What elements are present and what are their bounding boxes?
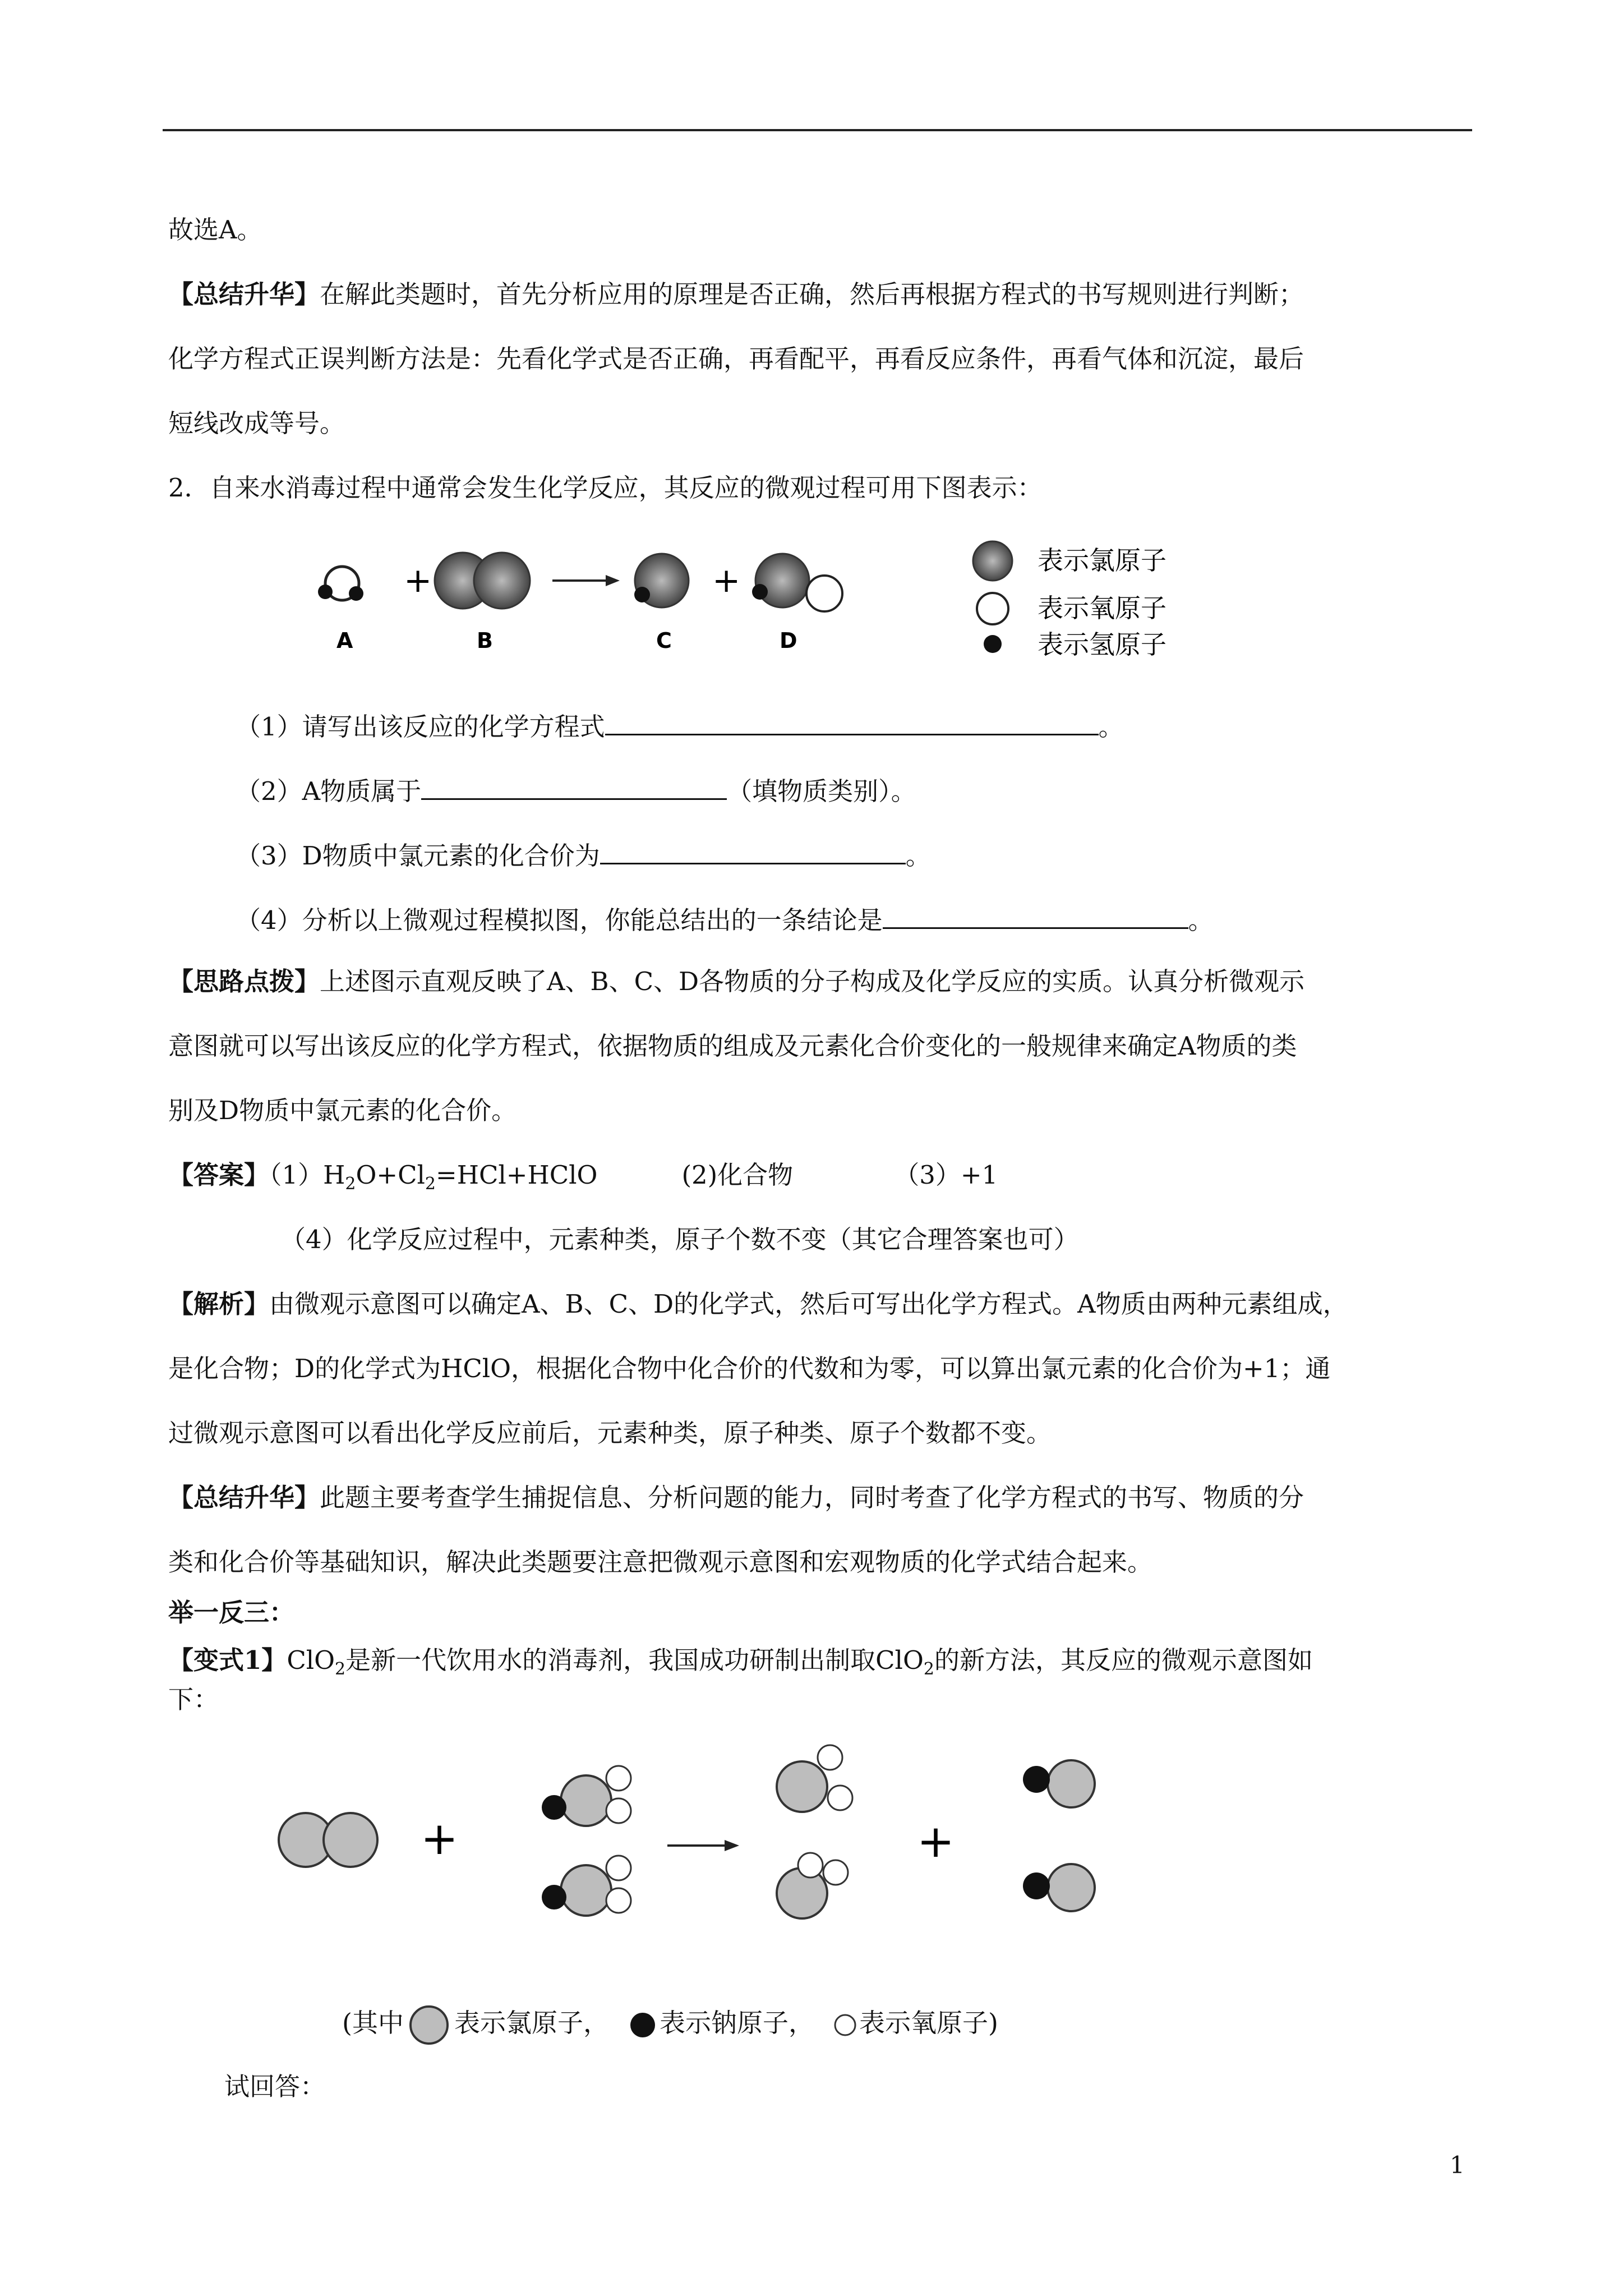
molecule-c: [634, 554, 689, 608]
analysis-label: 【解析】: [168, 1289, 270, 1319]
q2-sub1-period: 。: [1098, 712, 1124, 742]
hint-line2: 意图就可以写出该反应的化学方程式，依据物质的组成及元素化合价变化的一般规律来确定A物质的类: [168, 1031, 1297, 1061]
molecule-b: [435, 553, 530, 609]
q2-sub4-period: 。: [1188, 905, 1214, 935]
legend-h: 表示氢原子: [1038, 629, 1166, 660]
answer-4: （4）化学反应过程中，元素种类，原子个数不变（其它合理答案也可）: [280, 1225, 1079, 1254]
answer-blank-1[interactable]: [605, 707, 1099, 735]
practice-line1: 【变式1】ClO$_2$是新一代饮用水的消毒剂，我国成功研制出制取ClO$_2$的新方法，其反应的微观示意图如: [168, 1645, 1313, 1679]
summary2-line2: 类和化合价等基础知识，解决此类题要注意把微观示意图和宏观物质的化学式结合起来。: [168, 1547, 1153, 1577]
svg-text:+: +: [421, 1812, 459, 1865]
header-rule: [163, 129, 1472, 131]
na-atom-icon: [626, 2008, 660, 2042]
q2-sub3-text: （3）D物质中氯元素的化合价为: [236, 841, 600, 871]
answer-line: [168, 1158, 998, 1192]
label-c: C: [656, 628, 672, 653]
practice-reaction-figure: [264, 1739, 1138, 1952]
svg-text:+: +: [917, 1815, 955, 1867]
conclusion-line: 故选A。: [168, 215, 262, 245]
summary1-line1: [168, 278, 1304, 311]
label-b: B: [477, 628, 493, 653]
practice-legend: (其中 表示氯原子， 表示钠原子， 表示氧原子): [342, 2005, 998, 2045]
q2-reaction-figure: [314, 527, 1200, 679]
svg-text:+: +: [404, 561, 432, 600]
molecule-nacl-top: [1023, 1760, 1095, 1807]
answer-blank-2[interactable]: [421, 771, 727, 800]
molecule-d: [752, 554, 842, 611]
q2-sub4-text: （4）分析以上微观过程模拟图，你能总结出的一条结论是: [236, 905, 883, 935]
analysis-line3: 过微观示意图可以看出化学反应前后，元素种类，原子种类、原子个数都不变。: [168, 1418, 1052, 1448]
q2-sub3: [236, 836, 931, 873]
molecule-naclo2-top: [542, 1766, 631, 1826]
question2-stem: 2．自来水消毒过程中通常会发生化学反应，其反应的微观过程可用下图表示：: [168, 473, 1043, 503]
q2-sub3-period: 。: [905, 841, 931, 871]
summary1-label: 【总结升华】: [168, 279, 320, 309]
answer-blank-3[interactable]: [600, 836, 906, 864]
practice-label: 【变式1】: [168, 1645, 287, 1675]
summary2-line1: [168, 1481, 1304, 1515]
analysis-line1: [168, 1287, 1348, 1321]
practice-line2: 下：: [168, 1685, 219, 1714]
summary1-text1: 在解此类题时，首先分析应用的原理是否正确，然后再根据方程式的书写规则进行判断；: [320, 279, 1304, 309]
answer-label: 【答案】: [168, 1160, 270, 1190]
answer-3: （3）+1: [894, 1160, 998, 1190]
practice-title: 举一反三：: [168, 1598, 295, 1627]
molecule-nacl-bottom: [1023, 1864, 1095, 1911]
page-number: 1: [1450, 2151, 1465, 2179]
answer-1: $(1)H_2O+Cl_2=HCl+HClO$: [269, 1160, 598, 1194]
molecule-naclo2-bottom: [542, 1856, 631, 1916]
answer-2: (2)化合物: [681, 1160, 794, 1190]
legend-o: 表示氧原子: [1038, 593, 1166, 623]
analysis-line2: 是化合物；D的化学式为HClO，根据化合物中化合价的代数和为零，可以算出氯元素的化合价为+1；通: [168, 1354, 1331, 1383]
q2-sub1-text: （1）请写出该反应的化学方程式: [236, 712, 605, 742]
legend-cl: 表示氯原子: [1038, 545, 1166, 576]
molecule-cl2: [279, 1813, 377, 1867]
analysis-text1: 由微观示意图可以确定A、B、C、D的化学式，然后可写出化学方程式。A物质由两种元素组成，: [269, 1289, 1348, 1319]
label-d: D: [780, 628, 797, 653]
hint-line3: 别及D物质中氯元素的化合价。: [168, 1096, 517, 1125]
summary1-line2: 化学方程式正误判断方法是：先看化学式是否正确，再看配平，再看反应条件，再看气体和沉淀，最后: [168, 344, 1304, 374]
hint-label: 【思路点拨】: [168, 967, 320, 996]
q2-sub2-text: （2）A物质属于: [236, 776, 422, 806]
summary2-label: 【总结升华】: [168, 1483, 320, 1512]
molecule-clo2-bottom: [777, 1853, 848, 1918]
hint-line1: [168, 965, 1304, 999]
o-atom-icon: [831, 2011, 859, 2039]
summary1-line3: 短线改成等号。: [168, 408, 345, 438]
label-a: A: [336, 628, 353, 653]
hint-text1: 上述图示直观反映了A、B、C、D各物质的分子构成及化学反应的实质。认真分析微观示: [320, 967, 1305, 996]
practice-ask: 试回答：: [224, 2072, 326, 2101]
cl-atom-icon: [404, 2005, 454, 2045]
q2-legend: [973, 541, 1166, 660]
summary2-text1: 此题主要考查学生捕捉信息、分析问题的能力，同时考查了化学方程式的书写、物质的分: [320, 1483, 1304, 1512]
answer-blank-4[interactable]: [883, 900, 1188, 929]
q2-sub2: [236, 771, 916, 808]
q2-sub2-suffix: （填物质类别）。: [727, 776, 916, 806]
molecule-clo2-top: [777, 1745, 852, 1812]
molecule-a: [318, 567, 363, 601]
q2-sub1: [236, 707, 1124, 744]
svg-text:+: +: [712, 561, 741, 600]
q2-sub4: [236, 900, 1214, 937]
